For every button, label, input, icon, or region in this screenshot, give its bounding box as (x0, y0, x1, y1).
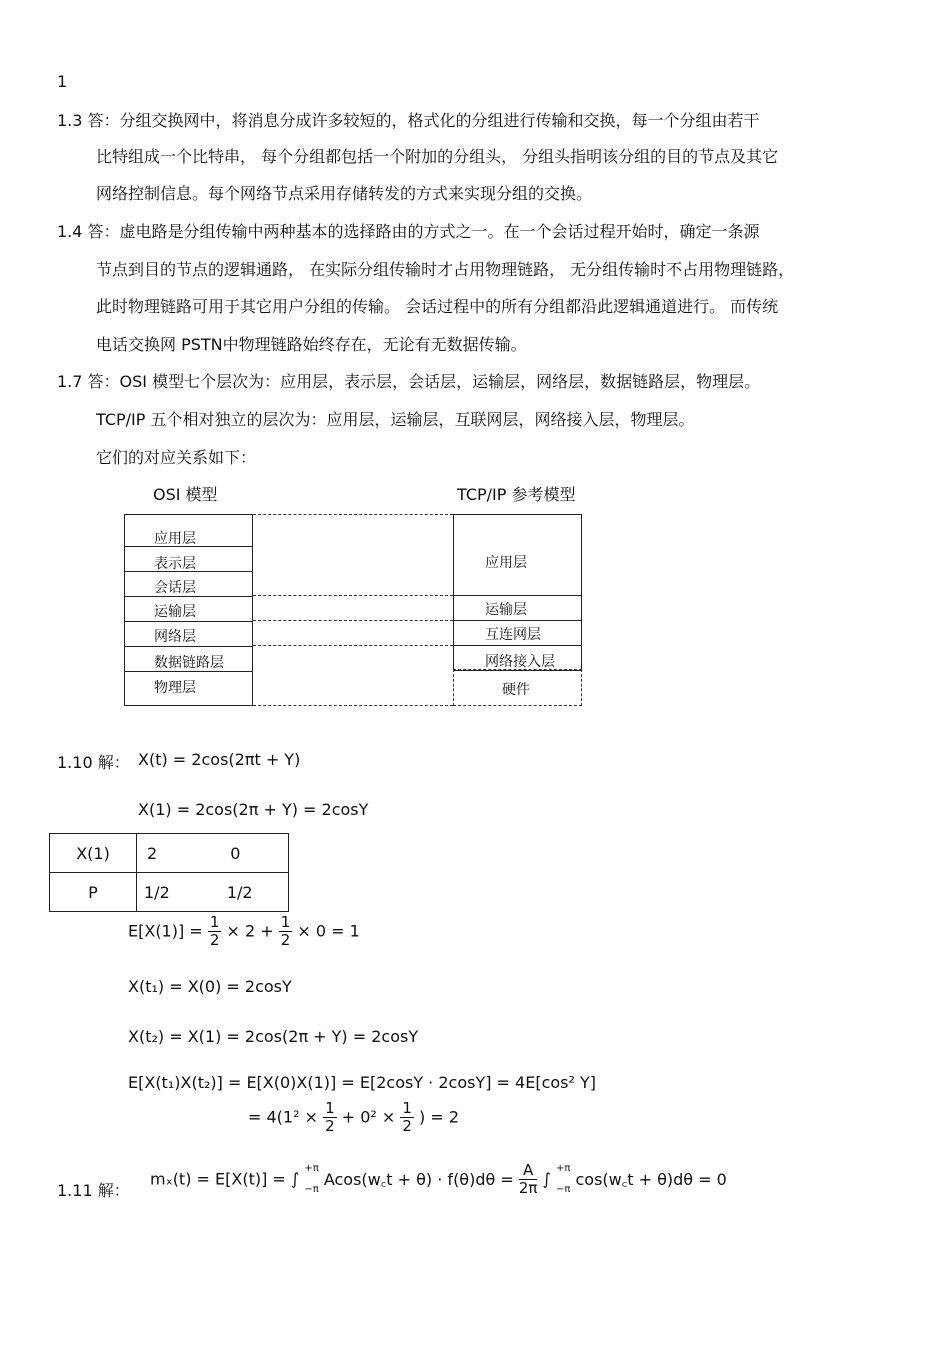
eq3-left: E[X(1)] = (128, 921, 203, 941)
osi-stack (124, 514, 253, 706)
q110-eq2: X(1) = 2cos(2π + Y) = 2cosY (138, 800, 369, 819)
q17-line1: 1.7 答：OSI 模型七个层次为：应用层，表示层，会话层，运输层，网络层，数据链路层，物理层。 (57, 372, 761, 391)
connector-line (253, 514, 453, 515)
integral-limits: +π −π (555, 1163, 571, 1195)
osi-title: OSI 模型 (153, 485, 218, 504)
table-value: 1/2 (144, 882, 170, 902)
osi-layer-presentation: 表示层 (154, 556, 196, 572)
tcp-layer-application: 应用层 (485, 555, 527, 571)
tcp-stack (453, 514, 582, 671)
q110-eq1: X(t) = 2cos(2πt + Y) (138, 750, 301, 769)
osi-divider (125, 621, 252, 622)
tcp-layer-transport: 运输层 (485, 602, 527, 618)
integral-limits: +π −π (304, 1163, 319, 1195)
q14-line3: 此时物理链路可用于其它用户分组的传输。 会话过程中的所有分组都沿此逻辑通道进行。 而传统 (96, 297, 779, 316)
table-value: 0 (230, 843, 241, 863)
connector-line (253, 595, 453, 596)
eq7-start: = 4(1² × (248, 1107, 318, 1127)
table-cell: X(1) (50, 834, 137, 873)
osi-layer-session: 会话层 (154, 580, 196, 596)
q110-eq3 (128, 914, 360, 948)
table-value: 2 (147, 843, 158, 863)
tcp-title: TCP/IP 参考模型 (457, 485, 576, 504)
q110-label: 1.10 解： (57, 753, 130, 772)
eq-right: cos(w꜀t + θ)dθ = 0 (575, 1170, 727, 1189)
q110-eq4: X(t₁) = X(0) = 2cosY (128, 977, 292, 996)
osi-layer-physical: 物理层 (154, 680, 196, 696)
q13-line1: 1.3 答：分组交换网中，将消息分成许多较短的，格式化的分组进行传输和交换，每一个分组由若干 (57, 111, 760, 130)
eq-left: mₓ(t) = E[X(t)] = ∫ (150, 1169, 300, 1189)
q110-eq7 (248, 1100, 459, 1134)
table-cell (137, 834, 289, 873)
fraction: $\frac{1}{2}$ (325, 1099, 335, 1135)
osi-layer-datalink: 数据链路层 (154, 655, 224, 671)
q13-line2: 比特组成一个比特串， 每个分组都包括一个附加的分组头， 分组头指明该分组的目的节点及其它 (96, 147, 779, 166)
page-number: 1 (57, 72, 68, 91)
q110-eq6: E[X(t₁)X(t₂)] = E[X(0)X(1)] = E[2cosY · 2cosY] = 4E[cos² Y] (128, 1073, 597, 1092)
eq3-end: × 0 = 1 (297, 921, 360, 941)
integral-sign: ∫ (542, 1169, 551, 1189)
eq7-mid: + 0² × (341, 1107, 396, 1127)
q17-line3: 它们的对应关系如下： (96, 448, 257, 467)
tcp-divider (454, 645, 581, 646)
eq7-end: ) = 2 (419, 1107, 460, 1127)
q14-line1: 1.4 答：虚电路是分组传输中两种基本的选择路由的方式之一。在一个会话过程开始时，确定一条源 (57, 222, 760, 241)
connector-line (253, 705, 453, 706)
osi-layer-transport: 运输层 (154, 604, 196, 620)
q14-line2: 节点到目的节点的逻辑通路， 在实际分组传输时才占用物理链路， 无分组传输时不占用物理链路， (96, 260, 795, 279)
q111-eq (150, 1162, 727, 1196)
connector-line (253, 645, 453, 646)
tcp-layer-netaccess: 网络接入层 (485, 654, 555, 670)
table-value: 1/2 (226, 882, 253, 902)
probability-table (49, 833, 289, 912)
tcp-layer-internet: 互连网层 (485, 627, 541, 643)
tcp-divider (454, 620, 581, 621)
q13-line3: 网络控制信息。每个网络节点采用存储转发的方式来实现分组的交换。 (96, 184, 593, 203)
eq-mid: Acos(w꜀t + θ) · f(θ)dθ = (323, 1170, 514, 1189)
q17-line2: TCP/IP 五个相对独立的层次为：应用层，运输层，互联网层，网络接入层，物理层。 (96, 410, 695, 429)
fraction: $\frac{1}{2}$ (402, 1099, 412, 1135)
eq3-mid: × 2 + (226, 921, 274, 941)
table-cell: P (50, 873, 137, 912)
q111-label: 1.11 解： (57, 1181, 130, 1200)
tcp-divider (454, 595, 581, 596)
osi-layer-network: 网络层 (154, 629, 196, 645)
fraction: $\frac{A}{2\pi}$ (518, 1161, 538, 1197)
tcp-hardware-box (453, 669, 582, 706)
fraction: $\frac{1}{2}$ (280, 913, 291, 949)
q110-eq5: X(t₂) = X(1) = 2cos(2π + Y) = 2cosY (128, 1027, 419, 1046)
osi-divider (125, 646, 252, 647)
table-cell (137, 873, 289, 912)
osi-layer-application: 应用层 (154, 531, 196, 547)
q14-line4: 电话交换网 PSTN中物理链路始终存在，无论有无数据传输。 (96, 335, 527, 354)
connector-line (253, 620, 453, 621)
fraction: $\frac{1}{2}$ (209, 913, 220, 949)
tcp-layer-hardware: 硬件 (502, 682, 530, 698)
